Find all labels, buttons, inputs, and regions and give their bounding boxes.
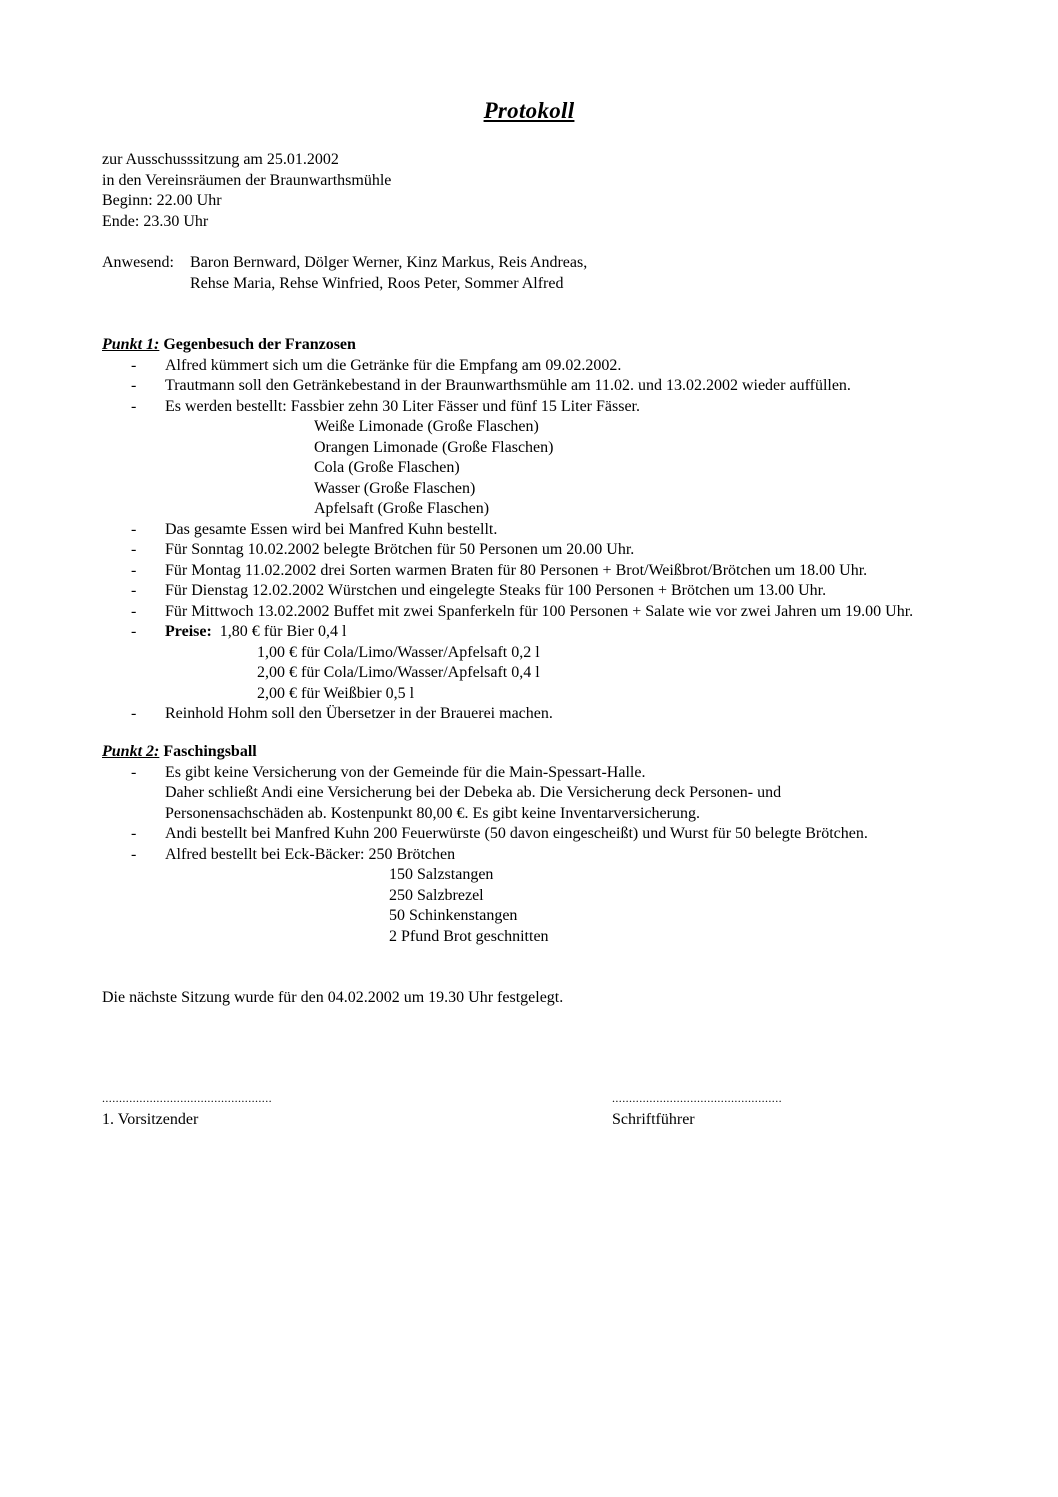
attendance-names-line1: Baron Bernward, Dölger Werner, Kinz Markus, Reis Andreas, — [190, 254, 588, 271]
list-item: - Für Sonntag 10.02.2002 belegte Brötchen für 50 Personen um 20.00 Uhr. — [131, 541, 635, 558]
list-item: - Das gesamte Essen wird bei Manfred Kuhn bestellt. — [131, 520, 498, 538]
next-meeting-note: Die nächste Sitzung wurde für den 04.02.2002 um 19.30 Uhr festgelegt. — [102, 989, 564, 1006]
bakery-subitem: 250 Salzbrezel — [389, 886, 484, 904]
prices-label: Preise: — [165, 623, 212, 640]
list-item: - Reinhold Hohm soll den Übersetzer in der Brauerei machen. — [131, 705, 553, 722]
list-item: - Für Montag 11.02.2002 drei Sorten warmen Braten für 80 Personen + Brot/Weißbrot/Brötchen um 18.00 Uhr. — [131, 561, 868, 579]
order-subitem: Apfelsaft (Große Flaschen) — [314, 500, 490, 517]
section-punkt-1 — [102, 335, 1002, 725]
meeting-start: Beginn: 22.00 Uhr — [102, 192, 222, 209]
order-subitem: Orangen Limonade (Große Flaschen) — [314, 438, 554, 456]
section-number: Punkt 2: — [102, 743, 160, 760]
section-heading — [102, 742, 1002, 763]
signature-role: Schriftführer — [612, 1111, 695, 1128]
signature-right — [612, 1091, 782, 1131]
meeting-end: Ende: 23.30 Uhr — [102, 212, 209, 230]
meeting-header — [102, 150, 391, 232]
order-subitem: Cola (Große Flaschen) — [314, 459, 460, 476]
list-item: - Andi bestellt bei Manfred Kuhn 200 Feuerwürste (50 davon eingescheißt) und Wurst für 50 belegte Brötchen. — [131, 825, 868, 842]
signature-line: .................................................. — [612, 1091, 782, 1105]
list-item: - Es gibt keine Versicherung von der Gemeinde für die Main-Spessart-Halle. — [131, 763, 646, 781]
section-title: Faschingsball — [163, 743, 257, 760]
meeting-occasion: zur Ausschusssitzung am 25.01.2002 — [102, 151, 339, 168]
bakery-subitem: 50 Schinkenstangen — [389, 907, 518, 924]
list-item: - Für Dienstag 12.02.2002 Würstchen und eingelegte Steaks für 100 Personen + Brötchen um 13.00 Uhr. — [131, 582, 827, 599]
price-line: 1,00 € für Cola/Limo/Wasser/Apfelsaft 0,2 l — [257, 643, 540, 661]
price-line: 1,80 € für Bier 0,4 l — [219, 623, 347, 640]
list-item-prices: - Preise: 1,80 € für Bier 0,4 l — [131, 623, 347, 640]
list-item: - Alfred kümmert sich um die Getränke für die Empfang am 09.02.2002. — [131, 356, 622, 374]
order-subitem: Weiße Limonade (Große Flaschen) — [314, 418, 539, 435]
bakery-subitem: 2 Pfund Brot geschnitten — [389, 927, 549, 945]
section-title: Gegenbesuch der Franzosen — [163, 336, 356, 353]
list-item-continuation: Daher schließt Andi eine Versicherung bei der Debeka ab. Die Versicherung deck Personen- und — [165, 784, 782, 801]
meeting-location: in den Vereinsräumen der Braunwarthsmühle — [102, 171, 392, 189]
order-subitem: Wasser (Große Flaschen) — [314, 479, 476, 497]
list-item: - Es werden bestellt: Fassbier zehn 30 Liter Fässer und fünf 15 Liter Fässer. — [131, 397, 640, 415]
price-line: 2,00 € für Cola/Limo/Wasser/Apfelsaft 0,4 l — [257, 664, 540, 681]
section-number: Punkt 1: — [102, 336, 160, 353]
signature-line: .................................................. — [102, 1091, 272, 1105]
attendance-block — [102, 253, 587, 294]
price-line: 2,00 € für Weißbier 0,5 l — [257, 684, 415, 702]
signature-role: 1. Vorsitzender — [102, 1111, 199, 1128]
bakery-subitem: 150 Salzstangen — [389, 866, 494, 883]
attendance-label: Anwesend: — [102, 254, 174, 271]
section-punkt-2 — [102, 742, 1002, 947]
list-item: - Trautmann soll den Getränkebestand in der Braunwarthsmühle am 11.02. und 13.02.2002 wieder auffüllen. — [131, 377, 851, 394]
signature-left — [102, 1091, 272, 1131]
page-title: Protokoll — [483, 98, 575, 123]
attendance-names-line2: Rehse Maria, Rehse Winfried, Roos Peter, Sommer Alfred — [190, 274, 564, 292]
section-heading — [102, 335, 1002, 356]
list-item: - Für Mittwoch 13.02.2002 Buffet mit zwei Spanferkeln für 100 Personen + Salate wie vor zwei Jahren um 19.00 Uhr. — [131, 602, 914, 620]
list-item-continuation: Personensachschäden ab. Kostenpunkt 80,00 €. Es gibt keine Inventarversicherung. — [165, 804, 700, 822]
list-item: - Alfred bestellt bei Eck-Bäcker: 250 Brötchen — [131, 845, 456, 863]
